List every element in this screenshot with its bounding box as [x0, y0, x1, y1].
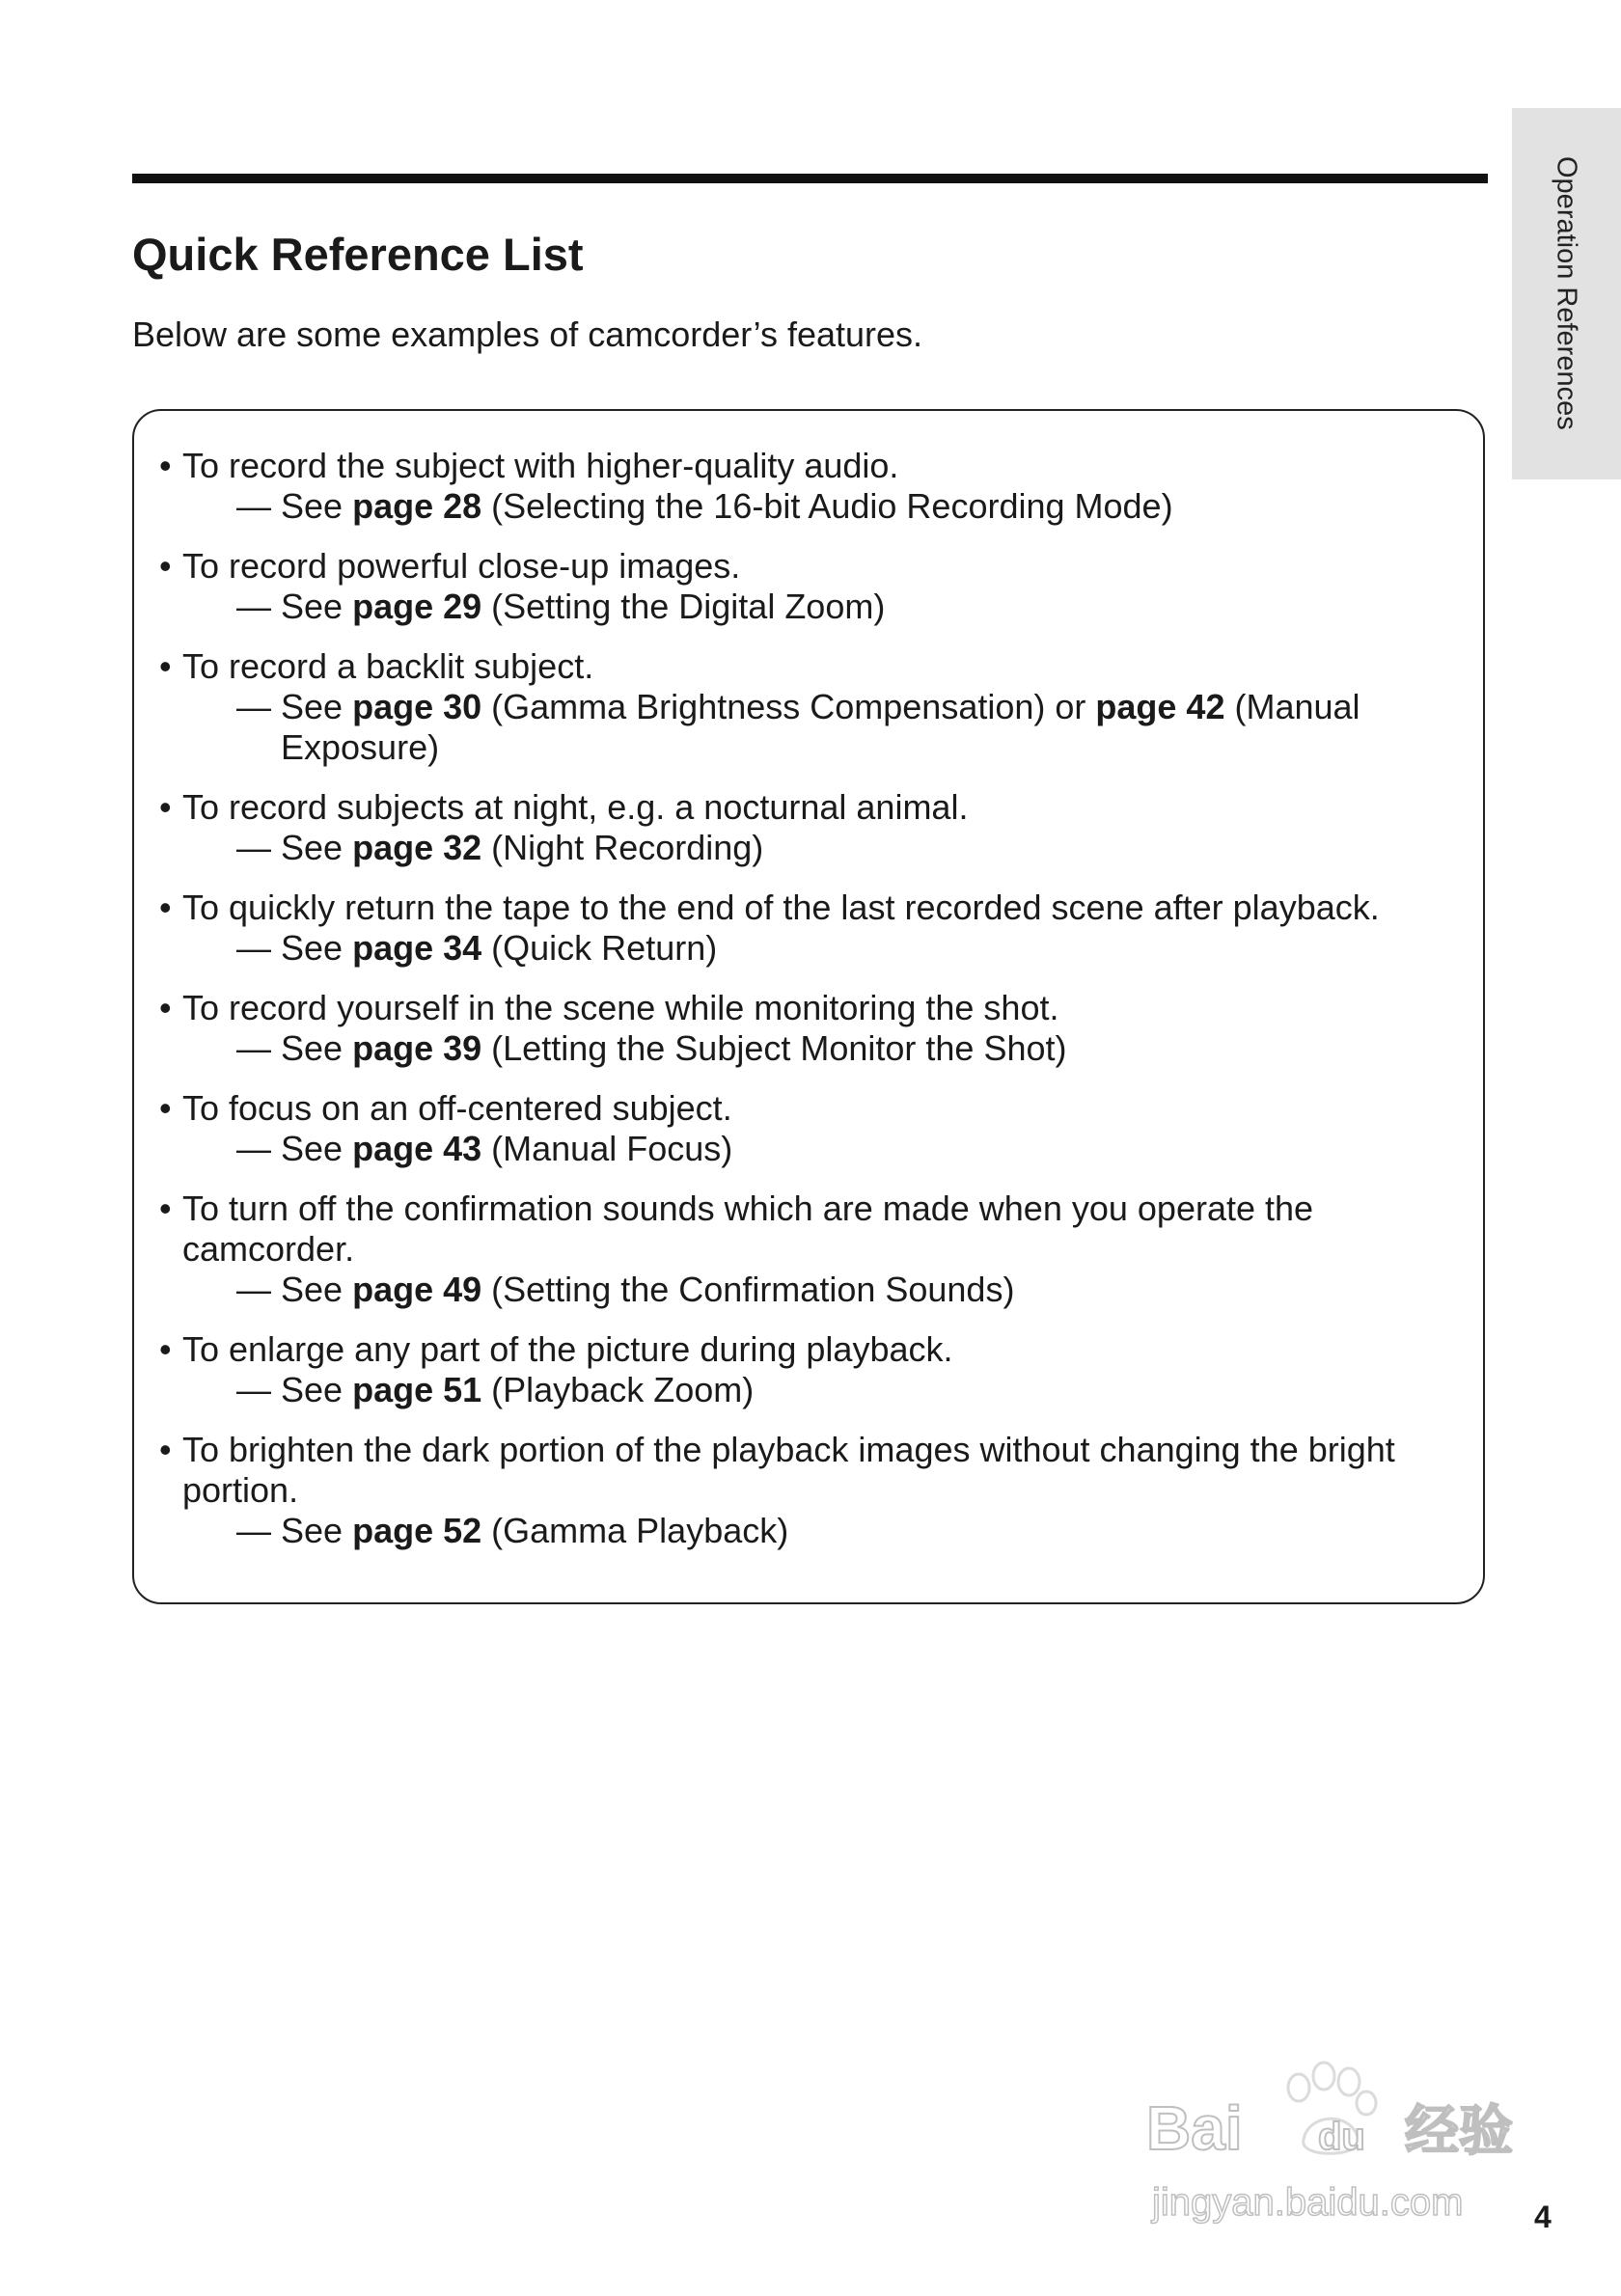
page-link: page 49: [352, 1270, 482, 1309]
page-link: page 29: [352, 587, 482, 626]
item-text: To focus on an off-centered subject.: [182, 1088, 732, 1128]
page-reference: — See page 32 (Night Recording): [236, 828, 764, 867]
list-item: [159, 1430, 1452, 1551]
item-text: To enlarge any part of the picture during playback.: [182, 1329, 953, 1369]
item-text: To turn off the confirmation sounds which are made when you operate the camcorder.: [182, 1189, 1314, 1269]
intro-text: Below are some examples of camcorder’s features.: [132, 314, 923, 354]
svg-text:Bai: Bai: [1146, 2093, 1243, 2163]
page-link: page 51: [352, 1370, 482, 1409]
list-item: [159, 546, 1452, 627]
page-reference: — See page 39 (Letting the Subject Monitor the Shot): [236, 1028, 1067, 1068]
page-link: page 30: [352, 687, 482, 726]
page-reference: — See page 30 (Gamma Brightness Compensation) or page 42 (Manual Exposure): [236, 687, 1360, 767]
bullet-icon: •: [159, 546, 172, 586]
page-link: page 43: [352, 1129, 482, 1168]
watermark-url: jingyan.baidu.com: [1152, 2181, 1464, 2224]
item-text: To record yourself in the scene while monitoring the shot.: [182, 988, 1059, 1027]
reference-box: [132, 409, 1485, 1604]
item-text: To brighten the dark portion of the playback images without changing the bright portion.: [182, 1430, 1395, 1510]
list-item: [159, 787, 1452, 868]
bullet-icon: •: [159, 1088, 172, 1128]
section-tab: [1512, 108, 1621, 479]
page-link: page 28: [352, 486, 482, 526]
bullet-icon: •: [159, 787, 172, 827]
page-number: 4: [1534, 2200, 1552, 2234]
list-item: [159, 646, 1452, 768]
page-reference: — See page 49 (Setting the Confirmation Sounds): [236, 1270, 1015, 1309]
page-reference: — See page 43 (Manual Focus): [236, 1129, 733, 1168]
page-reference: — See page 29 (Setting the Digital Zoom): [236, 587, 886, 626]
list-item: [159, 1088, 1452, 1169]
item-text: To quickly return the tape to the end of the last recorded scene after playback.: [182, 888, 1380, 927]
list-item: [159, 1189, 1452, 1310]
page-link: page 34: [352, 928, 482, 968]
bullet-icon: •: [159, 446, 172, 485]
page-link: page 52: [352, 1511, 482, 1550]
top-rule: [132, 174, 1488, 183]
page-reference: — See page 28 (Selecting the 16-bit Audio Recording Mode): [236, 486, 1173, 526]
reference-list: [159, 446, 1452, 1571]
page-link: page 42: [1095, 687, 1225, 726]
page-title: Quick Reference List: [132, 229, 584, 280]
list-item: [159, 988, 1452, 1069]
page-link: page 39: [352, 1028, 482, 1068]
bullet-icon: •: [159, 1329, 172, 1369]
svg-text:经验: 经验: [1405, 2100, 1513, 2163]
list-item: [159, 1329, 1452, 1410]
item-text: To record subjects at night, e.g. a nocturnal animal.: [182, 787, 969, 827]
item-text: To record the subject with higher-quality audio.: [182, 446, 899, 485]
section-tab-label: Operation References: [1551, 156, 1582, 430]
page-reference: — See page 51 (Playback Zoom): [236, 1370, 755, 1409]
bullet-icon: •: [159, 1189, 172, 1228]
bullet-icon: •: [159, 888, 172, 927]
bullet-icon: •: [159, 988, 172, 1027]
page-reference: — See page 34 (Quick Return): [236, 928, 718, 968]
baidu-watermark: [1144, 2053, 1530, 2236]
item-text: To record a backlit subject.: [182, 646, 594, 686]
bullet-icon: •: [159, 646, 172, 686]
svg-text:du: du: [1318, 2116, 1365, 2158]
page-link: page 32: [352, 828, 482, 867]
item-text: To record powerful close-up images.: [182, 546, 741, 586]
list-item: [159, 888, 1452, 969]
bullet-icon: •: [159, 1430, 172, 1469]
list-item: [159, 446, 1452, 527]
page-reference: — See page 52 (Gamma Playback): [236, 1511, 789, 1550]
